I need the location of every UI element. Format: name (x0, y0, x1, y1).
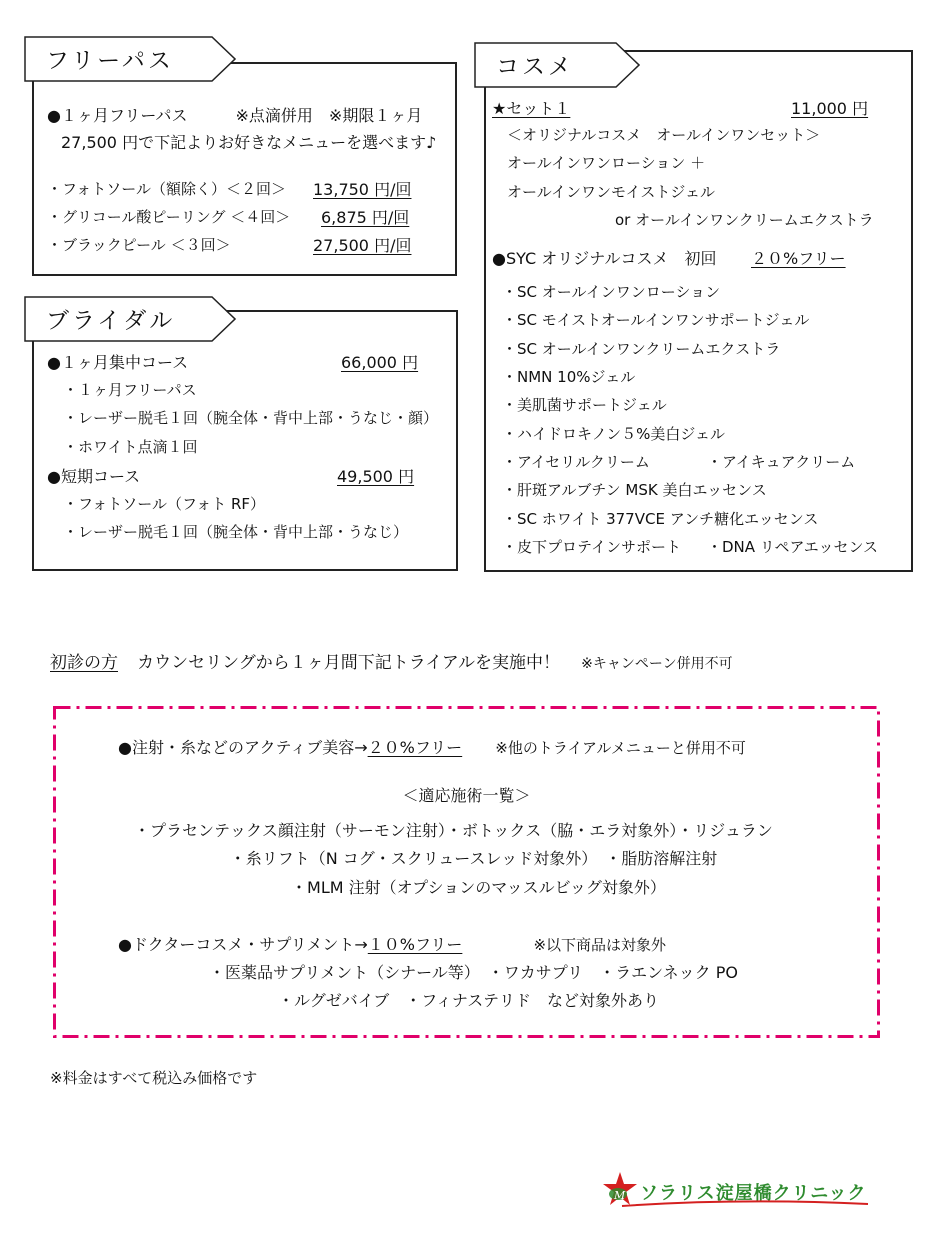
treatment-line: ・プラセンテックス顔注射（サーモン注射）・ボトックス（脇・エラ対象外）・リジュラン (134, 821, 773, 840)
cosme-set-1-label: ★セット１ (492, 99, 571, 118)
treatment-line: ・MLM 注射（オプションのマッスルビッグ対象外） (291, 878, 666, 897)
cosme-title: コスメ (496, 54, 574, 80)
bridal-course-2-price: 49,500 円 (337, 467, 415, 486)
bridal-tab (24, 296, 236, 342)
free-pass-item-label: ・グリコール酸ピーリング ＜４回＞ (47, 208, 291, 226)
cosme-set-line: or オールインワンクリームエクストラ (615, 211, 874, 229)
bridal-course-item: ・レーザー脱毛１回（腕全体・背中上部・うなじ） (63, 523, 409, 541)
cosme-set-line: オールインワンローション ＋ (507, 154, 706, 172)
bridal-course-1-label: ●１ヶ月集中コース (47, 353, 189, 372)
cosme-product-item: ・DNA リペアエッセンス (707, 538, 879, 556)
free-pass-item-price: 27,500 円/回 (313, 236, 412, 255)
free-pass-title: フリーパス (46, 48, 174, 74)
trial-active-label: ●注射・糸などのアクティブ美容→ (118, 738, 368, 757)
free-pass-item-price: 6,875 円/回 (321, 208, 410, 227)
cosme-syc-discount: ２０%フリー (751, 249, 846, 268)
treatments-title: ＜適応施術一覧＞ (402, 786, 531, 805)
price-footnote: ※料金はすべて税込み価格です (50, 1069, 258, 1087)
free-pass-line-1: ●１ヶ月フリーパス ※点滴併用 ※期限１ヶ月 (47, 106, 423, 125)
trial-heading-note: ※キャンペーン併用不可 (581, 656, 733, 672)
exclusion-line: ・医薬品サプリメント（シナール等） ・ワカサプリ ・ラエンネック PO (209, 963, 738, 982)
trial-doctor-discount: １０%フリー (367, 935, 463, 954)
free-pass-item-price: 13,750 円/回 (313, 180, 412, 199)
cosme-set-1-price: 11,000 円 (791, 99, 869, 118)
cosme-set-line: オールインワンモイストジェル (507, 183, 716, 201)
cosme-product-item: ・SC モイストオールインワンサポートジェル (502, 311, 810, 329)
cosme-syc-label: ●SYC オリジナルコスメ 初回 (492, 249, 717, 268)
bridal-course-1-price: 66,000 円 (341, 353, 419, 372)
cosme-product-item: ・SC オールインワンクリームエクストラ (502, 340, 781, 358)
free-pass-item-label: ・ブラックピール ＜３回＞ (47, 236, 231, 254)
cosme-product-item: ・美肌菌サポートジェル (502, 396, 667, 414)
trial-heading (50, 648, 733, 673)
trial-active-line (118, 735, 746, 758)
bridal-course-item: ・ホワイト点滴１回 (63, 438, 198, 456)
cosme-product-item: ・SC ホワイト 377VCE アンチ糖化エッセンス (502, 510, 819, 528)
trial-heading-target: 初診の方 (50, 653, 118, 673)
logo-swoosh (620, 1200, 870, 1210)
cosme-tab (474, 42, 640, 88)
bridal-title: ブライダル (46, 308, 176, 334)
cosme-product-item: ・SC オールインワンローション (502, 283, 721, 301)
cosme-product-item: ・ハイドロキノン５%美白ジェル (502, 425, 726, 443)
trial-doctor-line (118, 932, 666, 955)
clinic-logo (600, 1170, 890, 1210)
exclusion-line: ・ルグゼバイブ ・フィナステリド など対象外あり (278, 991, 659, 1010)
bridal-course-item: ・１ヶ月フリーパス (63, 381, 197, 399)
trial-doctor-label: ●ドクターコスメ・サプリメント→ (118, 935, 368, 954)
bridal-course-item: ・レーザー脱毛１回（腕全体・背中上部・うなじ・顔） (63, 409, 439, 427)
free-pass-line-2: 27,500 円で下記よりお好きなメニューを選べます♪ (61, 133, 437, 152)
treatment-line: ・糸リフト（N コグ・スクリュースレッド対象外） ・脂肪溶解注射 (229, 849, 718, 868)
trial-doctor-note: ※以下商品は対象外 (533, 936, 667, 954)
free-pass-item-label: ・フォトソール（額除く）＜２回＞ (47, 180, 286, 198)
free-pass-tab (24, 36, 236, 82)
trial-active-discount: ２０%フリー (367, 738, 463, 757)
cosme-product-item: ・皮下プロテインサポート (502, 538, 681, 556)
cosme-product-item: ・アイセリルクリーム (502, 453, 650, 471)
trial-heading-text: カウンセリングから１ヶ月間下記トライアルを実施中！ (137, 653, 561, 673)
cosme-product-item: ・NMN 10%ジェル (502, 368, 636, 386)
bridal-course-item: ・フォトソール（フォト RF） (63, 495, 266, 513)
cosme-product-item: ・肝斑アルブチン MSK 美白エッセンス (502, 481, 767, 499)
trial-active-note: ※他のトライアルメニューと併用不可 (495, 739, 746, 757)
svg-text:M: M (614, 1189, 626, 1202)
bridal-course-2-label: ●短期コース (47, 467, 141, 486)
cosme-product-item: ・アイキュアクリーム (707, 453, 856, 471)
clinic-logo-text: ソラリス淀屋橋クリニック (640, 1183, 867, 1204)
cosme-set-line: ＜オリジナルコスメ オールインワンセット＞ (507, 126, 821, 144)
